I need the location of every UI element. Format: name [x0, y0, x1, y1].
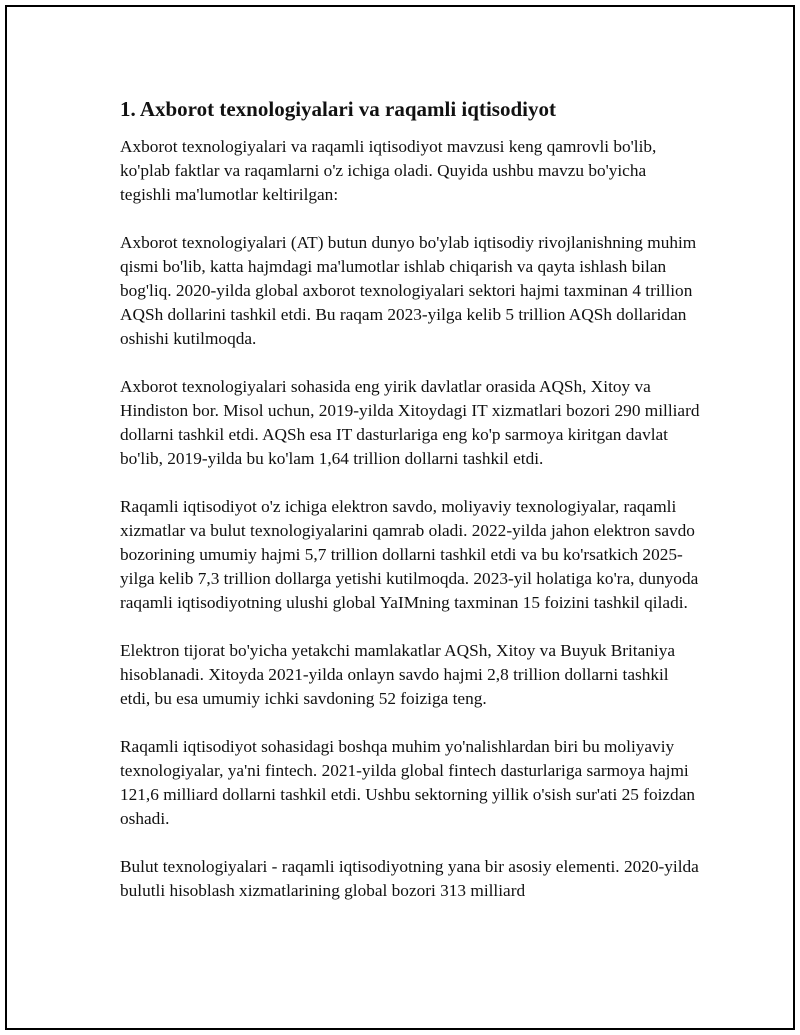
document-body	[120, 95, 700, 927]
paragraph-fintech: Raqamli iqtisodiyot sohasidagi boshqa muhim yo'nalishlardan biri bu moliyaviy texnologiyalar, ya'ni fintech. 2021-yilda global fintech dasturlariga sarmoya hajmi 121,6 milliard dollarni tashkil etdi. Ushbu sektorning yillik o'sish sur'ati 25 foizdan oshadi.	[120, 737, 696, 828]
document-page	[5, 5, 795, 1030]
paragraph-digital-economy: Raqamli iqtisodiyot o'z ichiga elektron savdo, moliyaviy texnologiyalar, raqamli xizmatlar va bulut texnologiyalarini qamrab oladi. 2022-yilda jahon elektron savdo bozorining umumiy hajmi 5,7 trillion dollarni tashkil etdi va bu ko'rsatkich 2025-yilga kelib 7,3 trillion dollarga yetishi kutilmoqda. 2023-yil holatiga ko'ra, dunyoda raqamli iqtisodiyotning ulushi global YaIMning taxminan 15 foizini tashkil qiladi.	[120, 497, 699, 612]
paragraph-leading-countries: Axborot texnologiyalari sohasida eng yirik davlatlar orasida AQSh, Xitoy va Hindiston bor. Misol uchun, 2019-yilda Xitoydagi IT xizmatlari bozori 290 milliard dollarni tashkil etdi. AQSh esa IT dasturlariga eng ko'p sarmoya kiritgan davlat bo'lib, 2019-yilda bu ko'lam 1,64 trillion dollarni tashkil etdi.	[120, 377, 700, 468]
paragraph-cloud: Bulut texnologiyalari - raqamli iqtisodiyotning yana bir asosiy elementi. 2020-yilda bulutli hisoblash xizmatlarining global bozori 313 milliard	[120, 857, 699, 900]
paragraph-it-sector: Axborot texnologiyalari (AT) butun dunyo bo'ylab iqtisodiy rivojlanishning muhim qismi bo'lib, katta hajmdagi ma'lumotlar ishlab chiqarish va qayta ishlash bilan bog'liq. 2020-yilda global axborot texnologiyalari sektori hajmi taxminan 4 trillion AQSh dollarini tashkil etdi. Bu raqam 2023-yilga kelib 5 trillion AQSh dollaridan oshishi kutilmoqda.	[120, 233, 697, 348]
paragraph-e-commerce: Elektron tijorat bo'yicha yetakchi mamlakatlar AQSh, Xitoy va Buyuk Britaniya hisoblanadi. Xitoyda 2021-yilda onlayn savdo hajmi 2,8 trillion dollarni tashkil etdi, bu esa umumiy ichki savdoning 52 foiziga teng.	[120, 641, 676, 708]
paragraph-intro: Axborot texnologiyalari va raqamli iqtisodiyot mavzusi keng qamrovli bo'lib, ko'plab faktlar va raqamlarni o'z ichiga oladi. Quyida ushbu mavzu bo'yicha tegishli ma'lumotlar keltirilgan:	[120, 137, 657, 204]
section-heading: 1. Axborot texnologiyalari va raqamli iqtisodiyot	[120, 97, 556, 121]
